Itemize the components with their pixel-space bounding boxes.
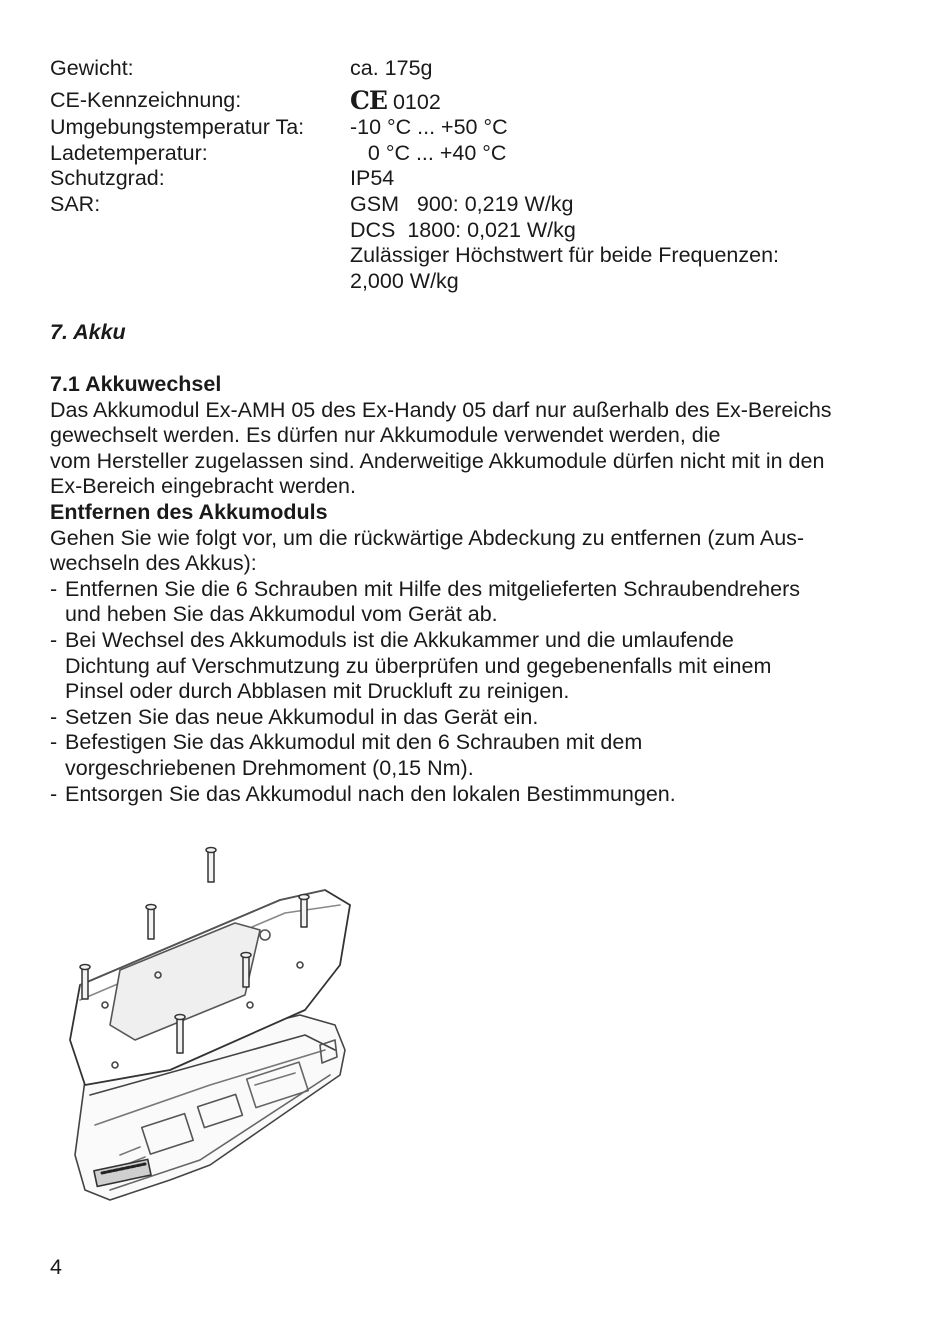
spec-value: 2,000 W/kg	[350, 268, 459, 293]
spec-label: SAR:	[50, 191, 101, 216]
list-item	[50, 782, 910, 808]
spec-value: GSM 900: 0,219 W/kg	[350, 191, 574, 216]
subheading-remove-battery: Entfernen des Akkumoduls	[50, 499, 328, 524]
spec-label: Gewicht:	[50, 56, 134, 80]
steps-intro-line: Gehen Sie wie folgt vor, um die rückwärtige Abdeckung zu entfernen (zum Aus-	[50, 525, 805, 550]
section-heading: 7.1 Akkuwechsel	[50, 372, 222, 396]
intro-line: gewechselt werden. Es dürfen nur Akkumodule verwendet werden, die	[50, 423, 721, 448]
list-item	[50, 730, 910, 781]
step-line: - Entsorgen Sie das Akkumodul nach den lokalen Bestimmungen.	[65, 781, 676, 806]
spec-row-ce	[50, 85, 910, 116]
spec-row-weight	[50, 56, 910, 82]
step-line: - Setzen Sie das neue Akkumodul in das Gerät ein.	[65, 704, 539, 729]
spec-label: Umgebungstemperatur Ta:	[50, 115, 305, 140]
steps-intro-line: wechseln des Akkus):	[50, 551, 257, 576]
spec-value	[350, 85, 910, 116]
ce-number: 0102	[392, 89, 441, 114]
spec-values	[350, 85, 910, 116]
list-item	[50, 705, 910, 731]
step-line: Dichtung auf Verschmutzung zu überprüfen und gegebenenfalls mit einem	[65, 653, 772, 678]
intro-line: vom Hersteller zugelassen sind. Anderweitige Akkumodule dürfen nicht mit in den	[50, 448, 825, 473]
chapter-title: 7. Akku	[50, 320, 126, 344]
battery-module-removal-illustration	[50, 835, 360, 1215]
spec-row-protection	[50, 166, 910, 192]
spec-value: ca. 175g	[350, 56, 433, 80]
step-line: - Befestigen Sie das Akkumodul mit den 6 Schrauben mit dem	[65, 730, 643, 755]
intro-line: Das Akkumodul Ex-AMH 05 des Ex-Handy 05 darf nur außerhalb des Ex-Bereichs	[50, 397, 832, 422]
spec-row-charging-temperature	[50, 141, 910, 167]
spec-values	[350, 56, 910, 82]
spec-label: CE-Kennzeichnung:	[50, 87, 242, 112]
spec-value: 0 °C ... +40 °C	[350, 140, 507, 165]
step-line: - Entfernen Sie die 6 Schrauben mit Hilfe des mitgelieferten Schraubendrehers	[65, 576, 800, 601]
list-item	[50, 628, 910, 705]
spec-table	[50, 56, 910, 294]
page-number: 4	[50, 1255, 62, 1279]
spec-values	[350, 192, 910, 294]
spec-label: Schutzgrad:	[50, 166, 165, 191]
spec-values	[350, 115, 910, 141]
step-line: - Bei Wechsel des Akkumoduls ist die Akkukammer und die umlaufende	[65, 627, 734, 652]
spec-values	[350, 166, 910, 192]
spec-value: DCS 1800: 0,021 W/kg	[350, 217, 576, 242]
spec-value: IP54	[350, 166, 395, 191]
spec-label: Ladetemperatur:	[50, 140, 208, 165]
steps-list	[50, 577, 910, 807]
spec-row-sar	[50, 192, 910, 294]
spec-row-ambient-temperature	[50, 115, 910, 141]
spec-value: -10 °C ... +50 °C	[350, 115, 508, 140]
spec-values	[350, 141, 910, 167]
spec-value: Zulässiger Höchstwert für beide Frequenzen:	[350, 243, 780, 268]
intro-line: Ex-Bereich eingebracht werden.	[50, 474, 356, 499]
ce-mark-icon: CE	[350, 85, 387, 115]
list-item	[50, 577, 910, 628]
step-line: und heben Sie das Akkumodul vom Gerät ab.	[65, 602, 498, 627]
step-line: vorgeschriebenen Drehmoment (0,15 Nm).	[65, 755, 474, 780]
section-body	[50, 372, 910, 807]
step-line: Pinsel oder durch Abblasen mit Druckluft zu reinigen.	[65, 679, 570, 704]
